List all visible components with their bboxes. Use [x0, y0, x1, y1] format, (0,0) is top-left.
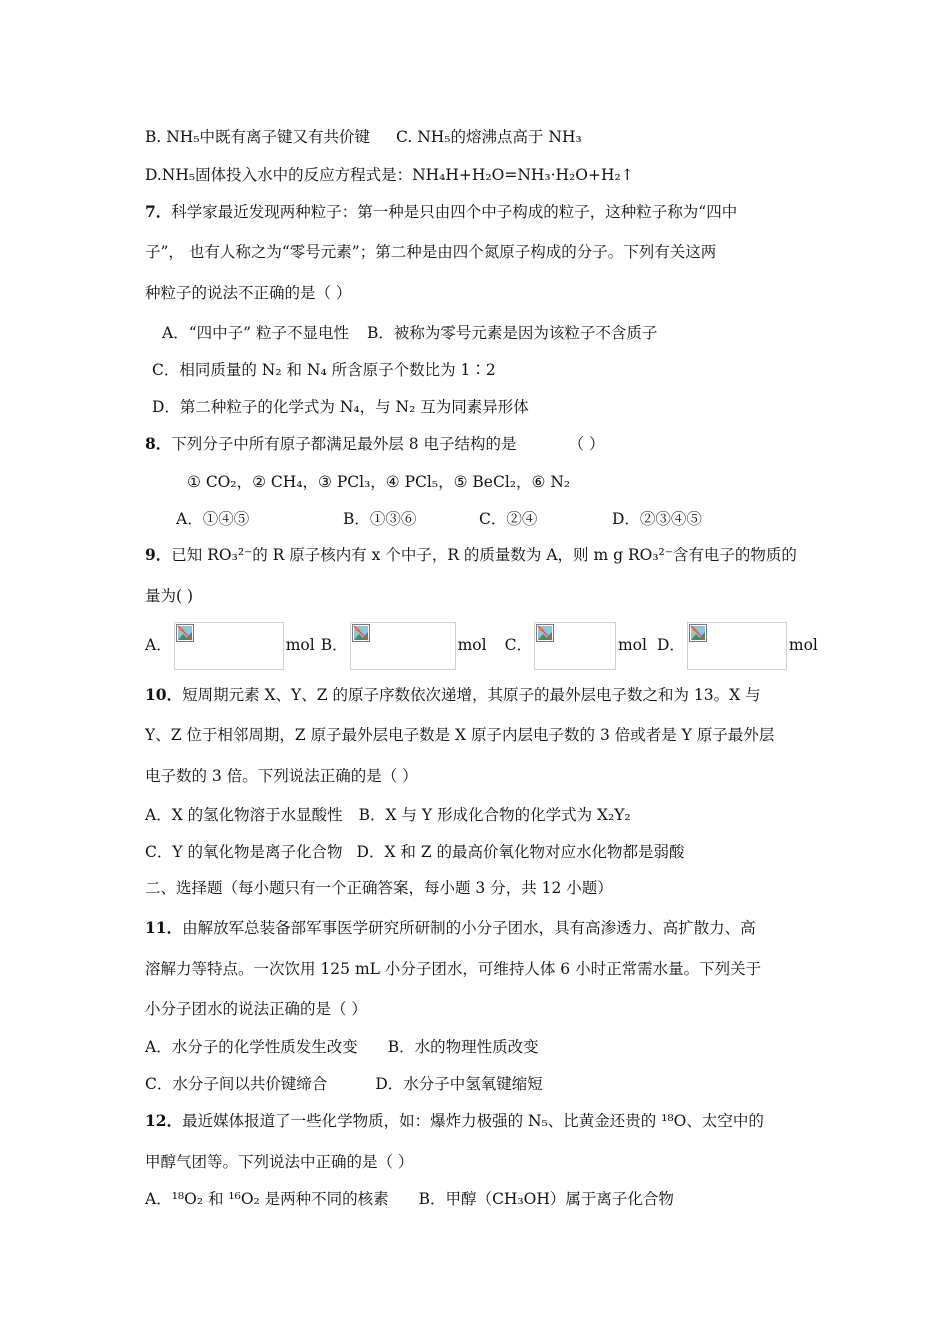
option-d: D．X 和 Z 的最高价氧化物对应水化物都是弱酸: [356, 843, 685, 861]
item-list: ① CO₂，② CH₄，③ PCl₃，④ PCl₅，⑤ BeCl₂，⑥ N₂: [187, 473, 571, 491]
unit-mol: mol: [457, 636, 487, 654]
section-2-title: 二、选择题（每小题只有一个正确答案，每小题 3 分，共 12 小题）: [145, 879, 613, 897]
formula-image: [687, 622, 787, 670]
question-text: 甲醇气团等。下列说法中正确的是（ ）: [145, 1153, 414, 1171]
question-text: 量为( ): [145, 587, 194, 605]
question-text: 由解放军总装备部军事医学研究所研制的小分子团水，具有高渗透力、高扩散力、高: [182, 919, 756, 937]
question-10-line1: [145, 684, 761, 706]
unit-mol: mol: [617, 636, 647, 654]
question-text: 种粒子的说法不正确的是（ ）: [145, 284, 352, 302]
option-d: D．: [656, 636, 685, 654]
broken-image-icon: [536, 624, 554, 642]
question-12-line1: [145, 1110, 764, 1132]
option-line: [145, 164, 634, 186]
option-line: [145, 841, 685, 863]
question-12-line2: [145, 1151, 413, 1173]
question-text: 下列分子中所有原子都满足最外层 8 电子结构的是: [171, 435, 517, 453]
question-7-line1: [145, 201, 737, 223]
question-11-line2: [145, 958, 761, 980]
option-line: [145, 1073, 543, 1095]
question-9-options: [145, 621, 818, 670]
option-b: B. NH₅中既有离子键又有共价键: [145, 128, 371, 146]
question-10-line3: [145, 765, 418, 787]
question-text: 子”， 也有人称之为“零号元素”；第二种是由四个氮原子构成的分子。下列有关这两: [145, 243, 717, 261]
option-a: A．①④⑤: [176, 510, 250, 528]
question-8-line1: [145, 433, 604, 455]
option-c: C．水分子间以共价键缔合: [145, 1075, 328, 1093]
section-heading: [145, 877, 613, 899]
formula-image: [350, 622, 456, 670]
option-c: C．②④: [479, 510, 538, 528]
option-a: A．¹⁸O₂ 和 ¹⁶O₂ 是两种不同的核素: [145, 1190, 389, 1208]
question-text: 已知 RO₃²⁻的 R 原子核内有 x 个中子，R 的质量数为 A，则 m g RO₃²⁻含有电子的物质的: [171, 546, 797, 564]
option-a: A．“四中子” 粒子不显电性: [162, 324, 349, 342]
question-text: 短周期元素 X、Y、Z 的原子序数依次递增，其原子的最外层电子数之和为 13。X 与: [182, 686, 761, 704]
question-number: 7．: [145, 202, 172, 221]
question-7-line3: [145, 282, 351, 304]
question-number: 9．: [145, 545, 172, 564]
question-text: 小分子团水的说法正确的是（ ）: [145, 1000, 367, 1018]
option-line: [152, 359, 496, 381]
option-b: B．水的物理性质改变: [387, 1038, 539, 1056]
option-b: B．被称为零号元素是因为该粒子不含质子: [366, 324, 658, 342]
option-line: [162, 322, 657, 344]
option-a: A．: [145, 636, 172, 654]
option-a: A．水分子的化学性质发生改变: [145, 1038, 358, 1056]
question-text: 科学家最近发现两种粒子：第一种是只由四个中子构成的粒子，这种粒子称为“四中: [171, 203, 738, 221]
option-c: C. NH₅的熔沸点高于 NH₃: [396, 128, 582, 146]
option-line: [152, 396, 529, 418]
question-number: 11．: [145, 918, 183, 937]
question-7-line2: [145, 241, 716, 263]
question-11-line3: [145, 998, 367, 1020]
option-c: C．: [504, 636, 532, 654]
option-d: D.NH₅固体投入水中的反应方程式是：NH₄H+H₂O=NH₃·H₂O+H₂↑: [145, 166, 634, 184]
option-b: B．①③⑥: [343, 510, 417, 528]
option-b: B．甲醇（CH₃OH）属于离子化合物: [418, 1190, 674, 1208]
question-10-line2: [145, 724, 774, 746]
question-number: 10．: [145, 685, 183, 704]
question-number: 12．: [145, 1111, 183, 1130]
broken-image-icon: [689, 624, 707, 642]
option-c: C．Y 的氧化物是离子化合物: [145, 843, 343, 861]
question-8-items: [187, 471, 570, 493]
question-text: 最近媒体报道了一些化学物质，如：爆炸力极强的 N₅、比黄金还贵的 ¹⁸O、太空中的: [182, 1112, 764, 1130]
option-line: [145, 1188, 674, 1210]
option-line: [145, 126, 582, 148]
option-d: D．水分子中氢氧键缩短: [375, 1075, 543, 1093]
option-d: D．②③④⑤: [612, 510, 702, 528]
option-line: [145, 1036, 539, 1058]
answer-paren: （ ）: [568, 435, 605, 453]
option-a: A．X 的氢化物溶于水显酸性: [145, 806, 343, 824]
question-text: 溶解力等特点。一次饮用 125 mL 小分子团水，可维持人体 6 小时正常需水量。下列关于: [145, 960, 762, 978]
unit-mol: mol: [285, 636, 315, 654]
question-9-line1: [145, 544, 797, 566]
question-11-line1: [145, 917, 756, 939]
question-9-line2: [145, 585, 193, 607]
option-d: D．第二种粒子的化学式为 N₄，与 N₂ 互为同素异形体: [152, 398, 529, 416]
formula-image: [174, 622, 284, 670]
question-text: 电子数的 3 倍。下列说法正确的是（ ）: [145, 767, 418, 785]
broken-image-icon: [176, 624, 194, 642]
option-b: B．: [320, 636, 348, 654]
question-number: 8．: [145, 434, 172, 453]
broken-image-icon: [352, 624, 370, 642]
option-b: B．X 与 Y 形成化合物的化学式为 X₂Y₂: [358, 806, 631, 824]
formula-image: [534, 622, 616, 670]
option-c: C．相同质量的 N₂ 和 N₄ 所含原子个数比为 1∶2: [152, 361, 496, 379]
option-line: [145, 804, 631, 826]
unit-mol: mol: [788, 636, 818, 654]
question-text: Y、Z 位于相邻周期，Z 原子最外层电子数是 X 原子内层电子数的 3 倍或者是 Y 原子最外层: [145, 726, 775, 744]
